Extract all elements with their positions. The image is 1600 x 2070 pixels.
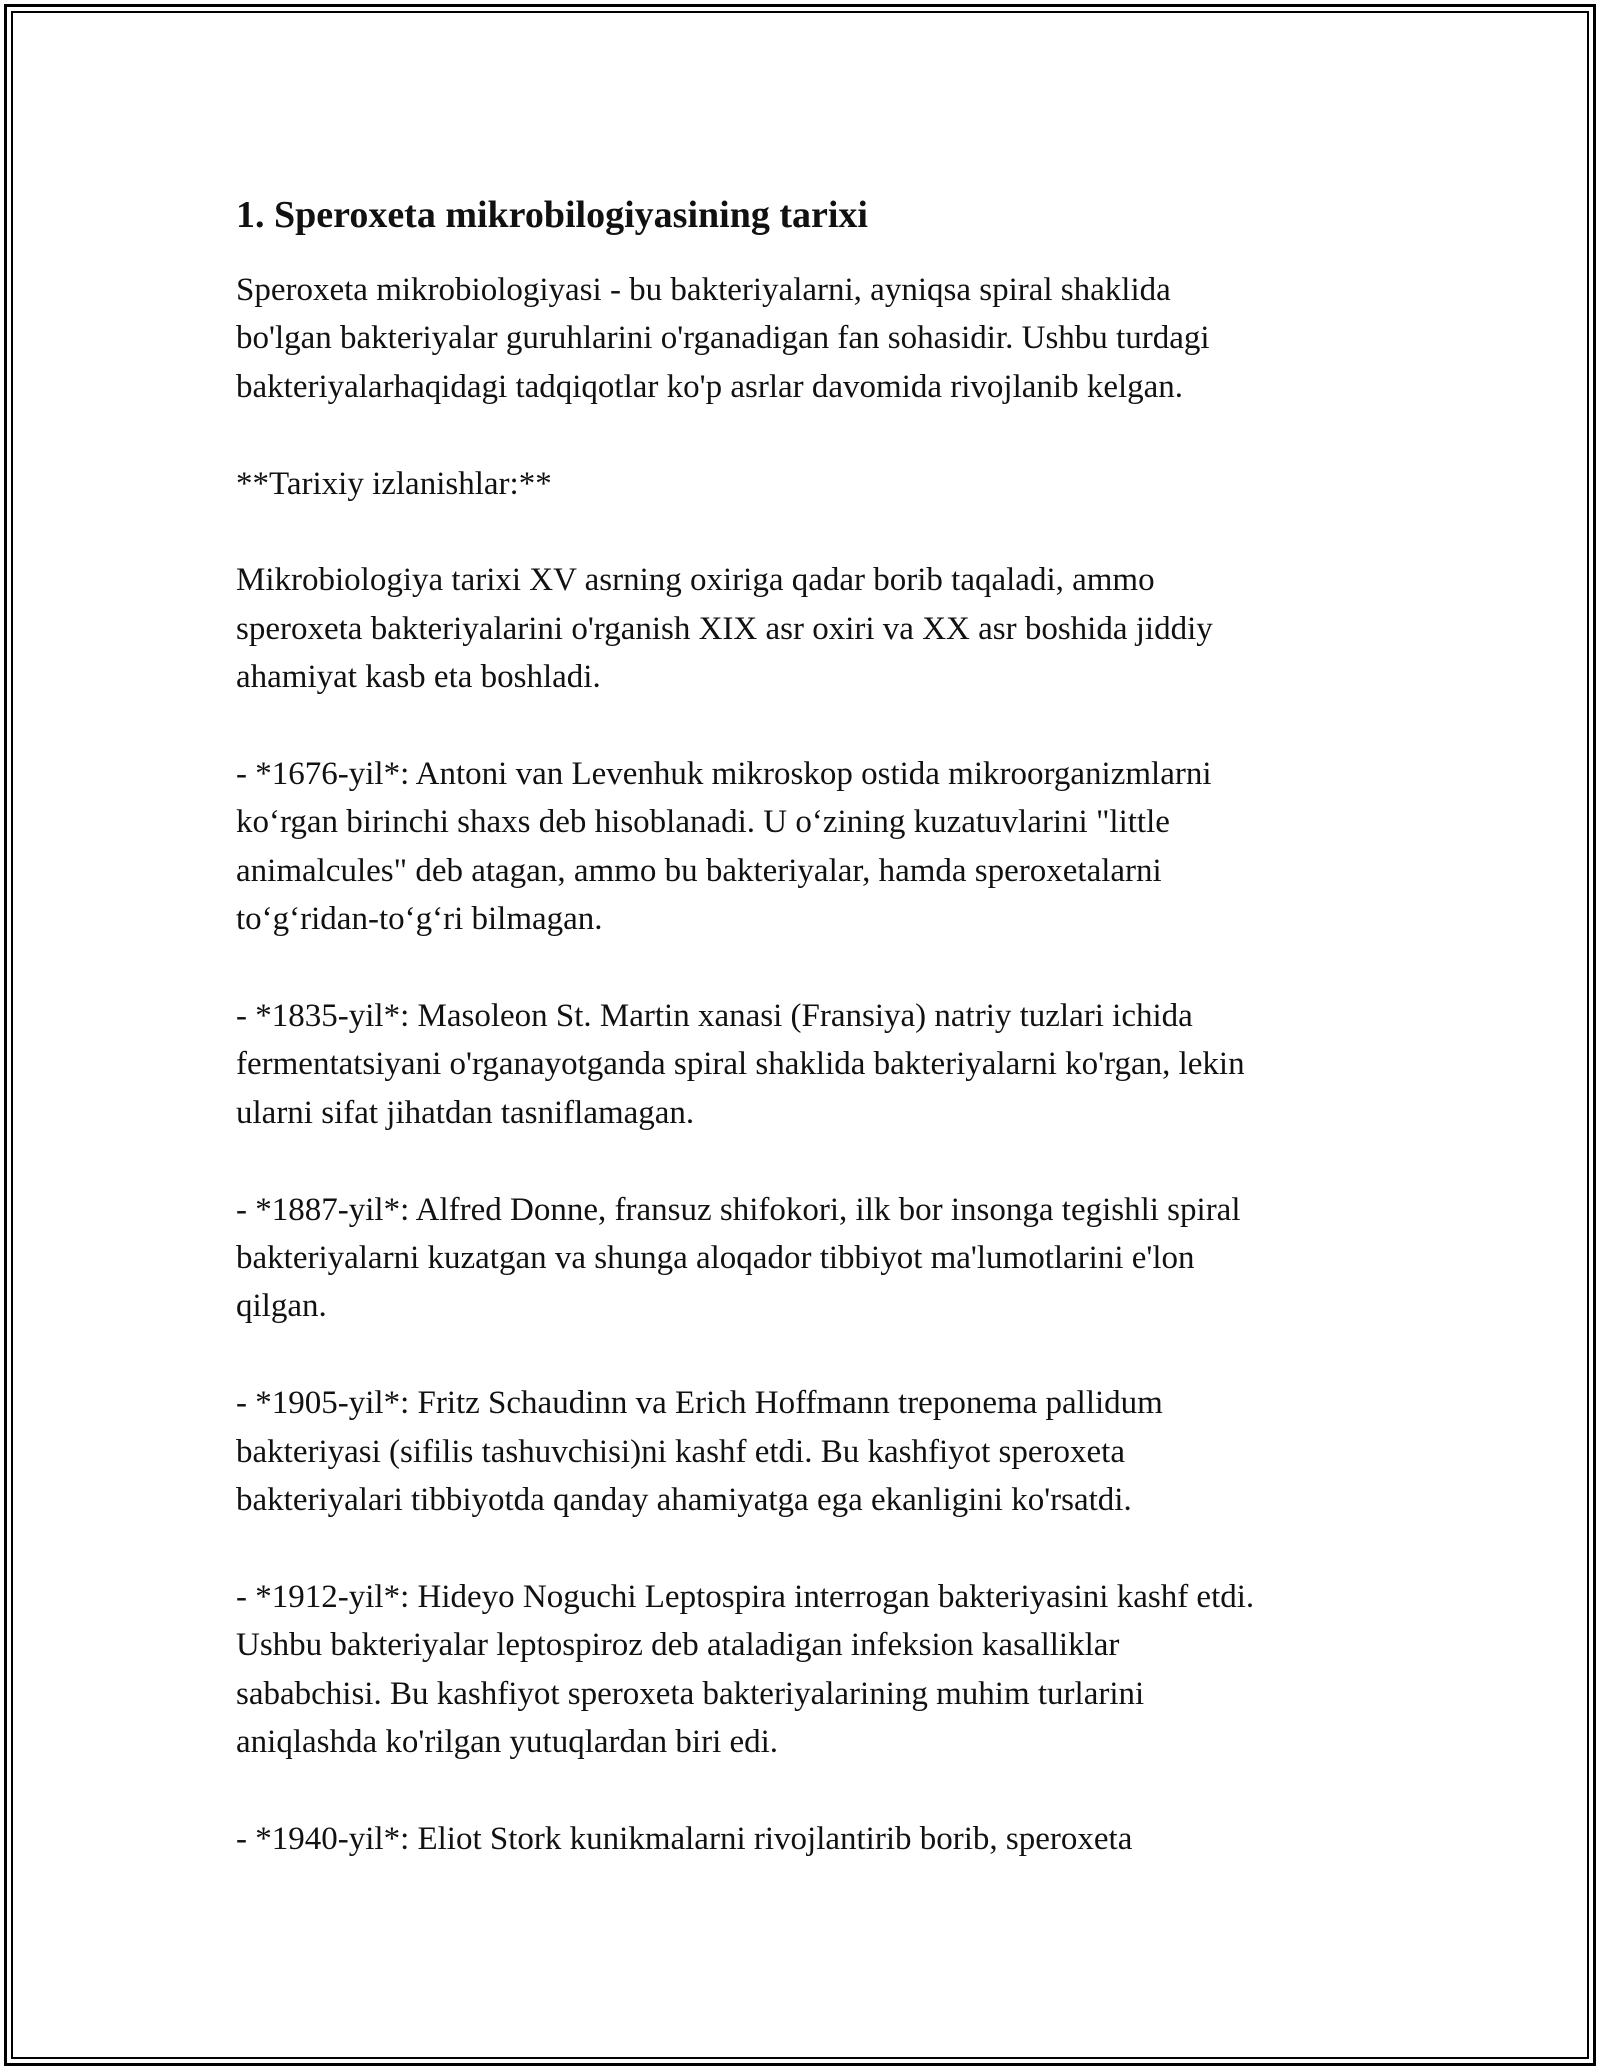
paragraph-1912: - *1912-yil*: Hideyo Noguchi Leptospira interrogan bakteriyasini kashf etdi. Ushbu bakteriyalar leptospiroz deb ataladigan infeksion kasalliklar sababchisi. Bu kashfiyot speroxeta bakteriyalarining muhim turlarini aniqlashda ko'rilgan yutuqlardan biri edi. bbox=[236, 1578, 1255, 1761]
paragraph-1905: - *1905-yil*: Fritz Schaudinn va Erich Hoffmann treponema pallidum bakteriyasi (sifilis tashuvchisi)ni kashf etdi. Bu kashfiyot speroxeta bakteriyalari tibbiyotda qanday ahamiyatga ega ekanligini ko'rsatdi. bbox=[236, 1385, 1163, 1519]
document-body bbox=[236, 186, 1396, 1912]
paragraph-intro: Speroxeta mikrobiologiyasi - bu bakteriyalarni, ayniqsa spiral shaklida bo'lgan bakteriyalar guruhlarini o'rganadigan fan sohasidir. Ushbu turdagi bakteriyalarhaqidagi tadqiqotlar ko'p asrlar davomida rivojlanib kelgan. bbox=[236, 272, 1210, 405]
paragraph-history: Mikrobiologiya tarixi XV asrning oxiriga qadar borib taqaladi, ammo speroxeta bakteriyalarini o'rganish XIX asr oxiri va XX asr boshida jiddiy ahamiyat kasb eta boshladi. bbox=[236, 562, 1213, 696]
paragraph-1887: - *1887-yil*: Alfred Donne, fransuz shifokori, ilk bor insonga tegishli spiral bakteriyalarni kuzatgan va shunga aloqador tibbiyot ma'lumotlarini e'lon qilgan. bbox=[236, 1191, 1241, 1325]
paragraph-1940: - *1940-yil*: Eliot Stork kunikmalarni rivojlantirib borib, speroxeta bbox=[236, 1820, 1133, 1857]
paragraph-1835: - *1835-yil*: Masoleon St. Martin xanasi (Fransiya) natriy tuzlari ichida fermentatsiyani o'rganayotganda spiral shaklida bakteriyalarni ko'rgan, lekin ularni sifat jihatdan tasniflamagan. bbox=[236, 998, 1245, 1131]
section-title: 1. Speroxeta mikrobilogiyasining tarixi bbox=[236, 194, 868, 236]
paragraph-1676: - *1676-yil*: Antoni van Levenhuk mikroskop ostida mikroorganizmlarni ko‘rgan birinchi shaxs deb hisoblanadi. U o‘zining kuzatuvlarini "little animalcules" deb atagan, ammo bu bakteriyalar, hamda speroxetalarni to‘g‘ridan-to‘g‘ri bilmagan. bbox=[236, 756, 1212, 938]
paragraph-subheading: **Tarixiy izlanishlar:** bbox=[236, 465, 552, 502]
